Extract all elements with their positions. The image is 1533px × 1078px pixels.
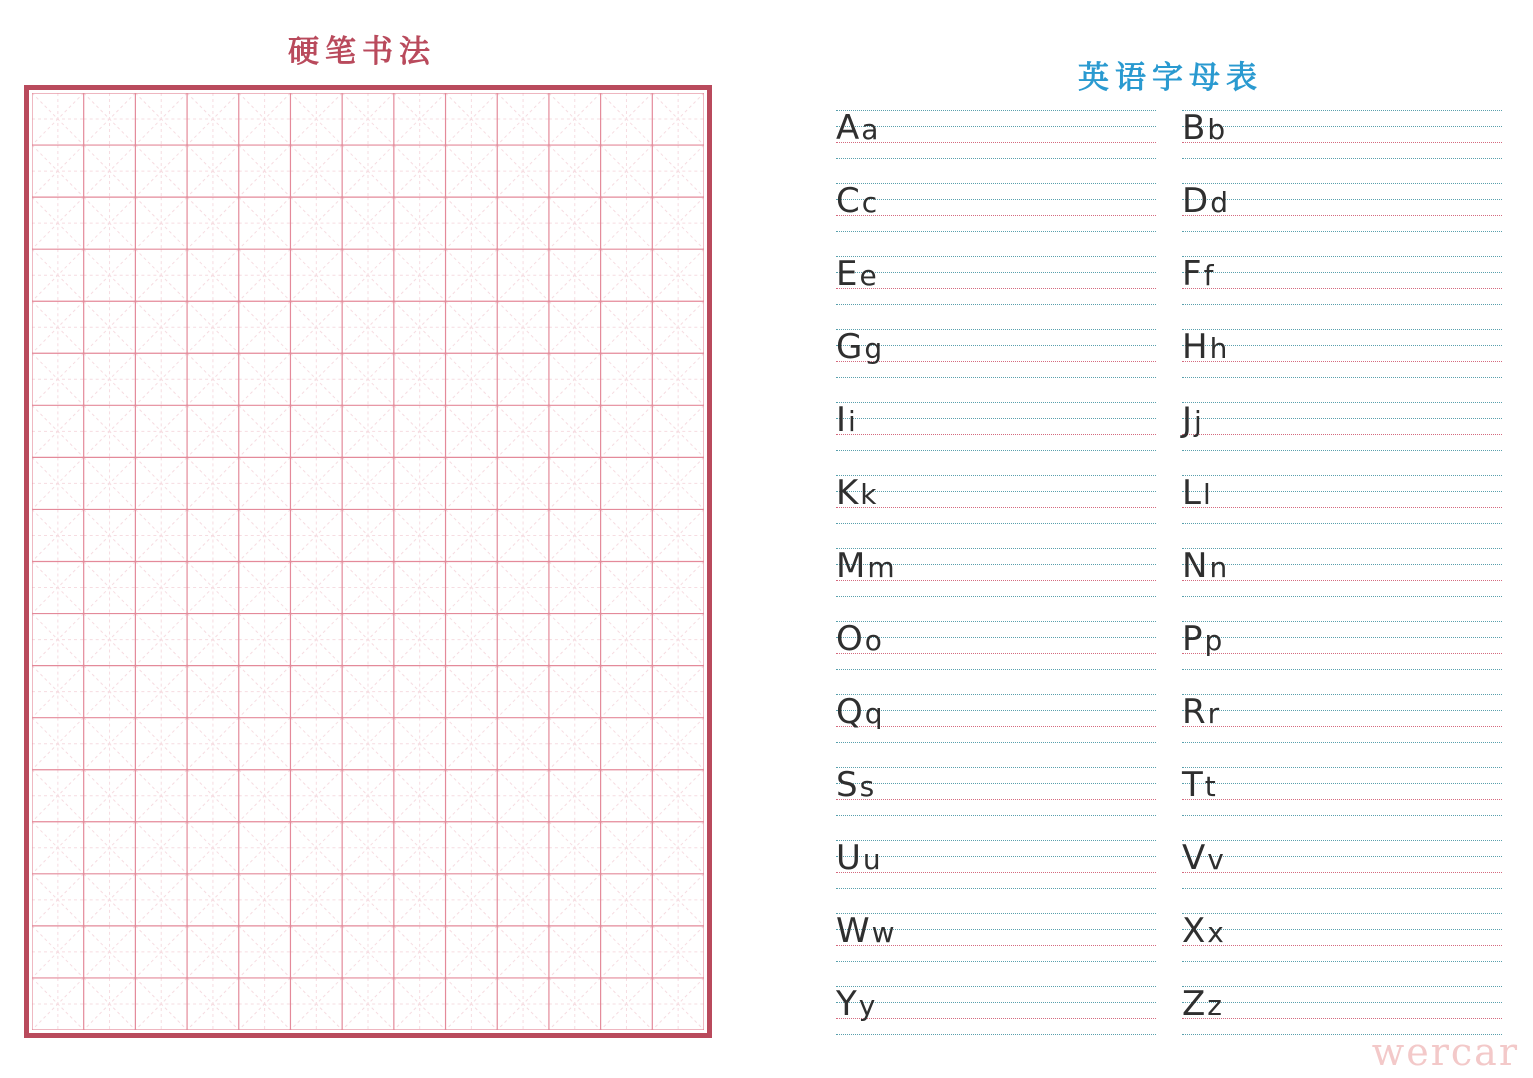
letter-pair-o — [836, 619, 882, 659]
guide-line — [836, 1034, 1156, 1035]
guide-line — [1182, 110, 1502, 111]
uppercase-letter: S — [836, 765, 858, 805]
guide-line — [1182, 767, 1502, 768]
letter-pair-t — [1182, 765, 1216, 805]
guide-lines — [1182, 694, 1502, 742]
guide-line — [1182, 361, 1502, 362]
guide-line — [836, 491, 1156, 492]
guide-line — [836, 361, 1156, 362]
guide-line — [1182, 142, 1502, 143]
letter-pair-x — [1182, 911, 1224, 951]
guide-line — [1182, 507, 1502, 508]
guide-line — [836, 888, 1156, 889]
guide-line — [1182, 158, 1502, 159]
guide-line — [1182, 637, 1502, 638]
guide-lines — [1182, 548, 1502, 596]
guide-line — [836, 434, 1156, 435]
uppercase-letter: X — [1182, 911, 1206, 951]
guide-lines — [836, 767, 1156, 815]
guide-line — [836, 142, 1156, 143]
guide-line — [1182, 815, 1502, 816]
letter-pair-b — [1182, 108, 1226, 148]
guide-line — [836, 507, 1156, 508]
guide-line — [836, 418, 1156, 419]
lowercase-letter: w — [871, 916, 895, 949]
letter-pair-a — [836, 108, 879, 148]
letter-pair-q — [836, 692, 883, 732]
guide-line — [1182, 256, 1502, 257]
uppercase-letter: Z — [1182, 984, 1206, 1024]
guide-lines — [1182, 475, 1502, 523]
guide-line — [836, 450, 1156, 451]
letter-pair-l — [1182, 473, 1211, 513]
guide-line — [1182, 986, 1502, 987]
lowercase-letter: o — [864, 624, 882, 657]
guide-lines — [836, 110, 1156, 158]
uppercase-letter: P — [1182, 619, 1203, 659]
uppercase-letter: H — [1182, 327, 1208, 367]
letter-pair-e — [836, 254, 877, 294]
guide-line — [1182, 888, 1502, 889]
lowercase-letter: q — [864, 697, 883, 730]
uppercase-letter: L — [1182, 473, 1201, 513]
guide-lines — [1182, 183, 1502, 231]
guide-lines — [1182, 621, 1502, 669]
guide-line — [1182, 580, 1502, 581]
lowercase-letter: s — [859, 770, 875, 803]
lowercase-letter: z — [1207, 989, 1222, 1022]
guide-line — [836, 872, 1156, 873]
guide-line — [1182, 126, 1502, 127]
guide-line — [1182, 856, 1502, 857]
guide-line — [836, 345, 1156, 346]
letter-pair-c — [836, 181, 878, 221]
guide-line — [836, 799, 1156, 800]
lowercase-letter: i — [848, 405, 856, 438]
lowercase-letter: c — [861, 186, 878, 219]
guide-lines — [1182, 110, 1502, 158]
guide-line — [836, 183, 1156, 184]
guide-lines — [1182, 402, 1502, 450]
guide-line — [1182, 523, 1502, 524]
guide-line — [836, 402, 1156, 403]
guide-line — [836, 742, 1156, 743]
uppercase-letter: W — [836, 911, 870, 951]
guide-line — [1182, 913, 1502, 914]
guide-line — [1182, 402, 1502, 403]
letter-pair-m — [836, 546, 895, 586]
uppercase-letter: K — [836, 473, 859, 513]
guide-line — [1182, 961, 1502, 962]
guide-lines — [836, 256, 1156, 304]
guide-lines — [1182, 767, 1502, 815]
guide-line — [836, 783, 1156, 784]
guide-line — [836, 199, 1156, 200]
guide-line — [1182, 548, 1502, 549]
lowercase-letter: v — [1207, 843, 1224, 876]
guide-line — [1182, 669, 1502, 670]
guide-line — [836, 475, 1156, 476]
lowercase-letter: b — [1207, 113, 1226, 146]
guide-line — [836, 694, 1156, 695]
guide-line — [1182, 840, 1502, 841]
letter-pair-v — [1182, 838, 1224, 878]
letter-pair-w — [836, 911, 895, 951]
guide-line — [1182, 272, 1502, 273]
guide-line — [836, 256, 1156, 257]
guide-line — [836, 856, 1156, 857]
lowercase-letter: h — [1209, 332, 1228, 365]
letter-pair-y — [836, 984, 876, 1024]
letter-pair-g — [836, 327, 883, 367]
guide-line — [836, 288, 1156, 289]
guide-lines — [1182, 840, 1502, 888]
guide-line — [1182, 450, 1502, 451]
guide-line — [836, 726, 1156, 727]
lowercase-letter: f — [1203, 259, 1214, 292]
uppercase-letter: J — [1182, 400, 1193, 440]
uppercase-letter: D — [1182, 181, 1209, 221]
guide-line — [1182, 183, 1502, 184]
guide-line — [1182, 783, 1502, 784]
guide-line — [1182, 199, 1502, 200]
letter-pair-d — [1182, 181, 1228, 221]
guide-line — [1182, 475, 1502, 476]
letter-pair-s — [836, 765, 875, 805]
guide-line — [836, 767, 1156, 768]
guide-line — [1182, 564, 1502, 565]
letter-pair-i — [836, 400, 856, 440]
guide-line — [836, 272, 1156, 273]
guide-line — [1182, 694, 1502, 695]
letter-pair-k — [836, 473, 877, 513]
guide-line — [1182, 491, 1502, 492]
uppercase-letter: B — [1182, 108, 1206, 148]
guide-line — [836, 710, 1156, 711]
lowercase-letter: e — [859, 259, 877, 292]
uppercase-letter: N — [1182, 546, 1208, 586]
letter-pair-u — [836, 838, 881, 878]
guide-line — [836, 669, 1156, 670]
guide-line — [836, 637, 1156, 638]
guide-line — [836, 158, 1156, 159]
guide-lines — [836, 402, 1156, 450]
watermark: wercar — [1371, 1030, 1519, 1074]
guide-line — [836, 126, 1156, 127]
letter-pair-j — [1182, 400, 1202, 440]
guide-line — [836, 1002, 1156, 1003]
guide-line — [1182, 742, 1502, 743]
uppercase-letter: F — [1182, 254, 1202, 294]
guide-line — [1182, 710, 1502, 711]
uppercase-letter: Q — [836, 692, 863, 732]
guide-line — [836, 110, 1156, 111]
guide-line — [1182, 945, 1502, 946]
lowercase-letter: y — [858, 989, 876, 1022]
letter-pair-n — [1182, 546, 1228, 586]
uppercase-letter: E — [836, 254, 858, 294]
guide-lines — [1182, 256, 1502, 304]
lowercase-letter: x — [1207, 916, 1224, 949]
guide-line — [836, 986, 1156, 987]
lowercase-letter: a — [861, 113, 879, 146]
guide-lines — [836, 986, 1156, 1034]
uppercase-letter: C — [836, 181, 860, 221]
guide-lines — [836, 694, 1156, 742]
uppercase-letter: I — [836, 400, 847, 440]
lowercase-letter: p — [1204, 624, 1223, 657]
uppercase-letter: O — [836, 619, 863, 659]
uppercase-letter: U — [836, 838, 861, 878]
guide-line — [1182, 434, 1502, 435]
lowercase-letter: d — [1210, 186, 1228, 219]
guide-line — [1182, 377, 1502, 378]
lowercase-letter: t — [1204, 770, 1216, 803]
guide-line — [1182, 929, 1502, 930]
uppercase-letter: T — [1182, 765, 1203, 805]
guide-line — [1182, 215, 1502, 216]
guide-line — [836, 523, 1156, 524]
lowercase-letter: l — [1202, 478, 1211, 511]
uppercase-letter: V — [1182, 838, 1206, 878]
guide-lines — [836, 183, 1156, 231]
guide-lines — [836, 621, 1156, 669]
lowercase-letter: n — [1209, 551, 1228, 584]
lowercase-letter: j — [1194, 405, 1202, 438]
lowercase-letter: k — [860, 478, 877, 511]
guide-line — [1182, 872, 1502, 873]
guide-line — [1182, 1002, 1502, 1003]
lowercase-letter: u — [862, 843, 881, 876]
guide-line — [836, 961, 1156, 962]
uppercase-letter: Y — [836, 984, 857, 1024]
guide-line — [1182, 329, 1502, 330]
guide-line — [1182, 231, 1502, 232]
guide-line — [836, 840, 1156, 841]
letter-pair-p — [1182, 619, 1223, 659]
calligraphy-title: 硬笔书法 — [288, 34, 436, 70]
guide-line — [1182, 418, 1502, 419]
guide-line — [836, 304, 1156, 305]
guide-line — [1182, 621, 1502, 622]
guide-lines — [836, 840, 1156, 888]
lowercase-letter: r — [1207, 697, 1220, 730]
guide-line — [1182, 304, 1502, 305]
guide-line — [1182, 1018, 1502, 1019]
lowercase-letter: g — [864, 332, 883, 365]
guide-line — [836, 815, 1156, 816]
letter-pair-z — [1182, 984, 1222, 1024]
guide-line — [836, 653, 1156, 654]
letter-pair-h — [1182, 327, 1228, 367]
letter-pair-f — [1182, 254, 1214, 294]
uppercase-letter: G — [836, 327, 863, 367]
guide-line — [1182, 653, 1502, 654]
alphabet-title: 英语字母表 — [1078, 60, 1263, 96]
guide-line — [1182, 345, 1502, 346]
guide-line — [836, 621, 1156, 622]
guide-lines — [1182, 913, 1502, 961]
guide-line — [1182, 799, 1502, 800]
guide-lines — [836, 329, 1156, 377]
guide-line — [836, 596, 1156, 597]
guide-lines — [1182, 986, 1502, 1034]
guide-line — [836, 231, 1156, 232]
guide-lines — [1182, 329, 1502, 377]
uppercase-letter: M — [836, 546, 866, 586]
guide-line — [836, 215, 1156, 216]
guide-line — [836, 329, 1156, 330]
guide-line — [1182, 596, 1502, 597]
guide-line — [836, 377, 1156, 378]
guide-line — [836, 1018, 1156, 1019]
lowercase-letter: m — [867, 551, 895, 584]
guide-line — [1182, 288, 1502, 289]
uppercase-letter: A — [836, 108, 860, 148]
guide-line — [1182, 726, 1502, 727]
uppercase-letter: R — [1182, 692, 1206, 732]
guide-lines — [836, 475, 1156, 523]
letter-pair-r — [1182, 692, 1220, 732]
